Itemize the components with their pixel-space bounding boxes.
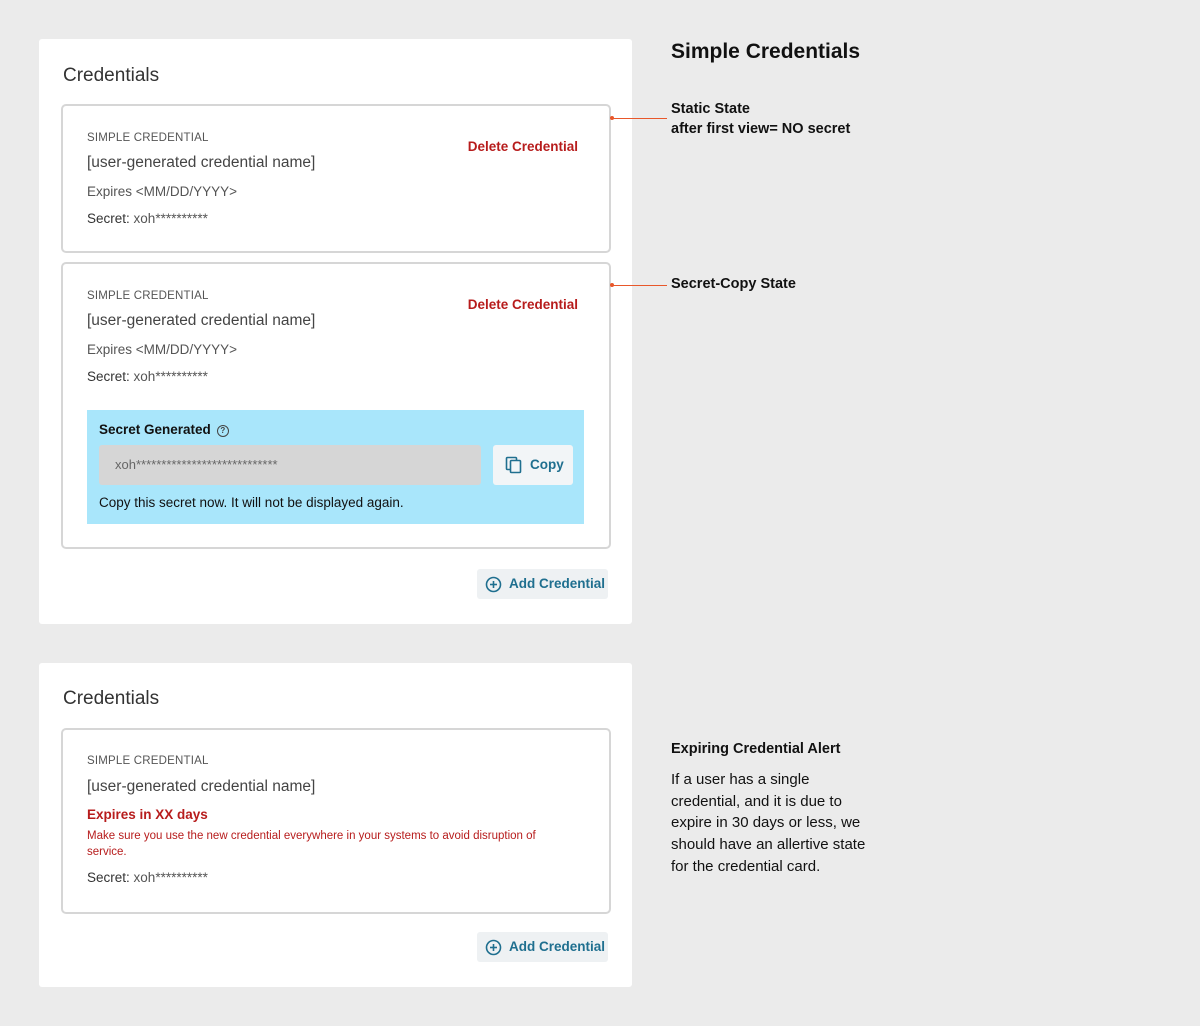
- credential-secret: [87, 211, 208, 226]
- page-heading: Simple Credentials: [671, 40, 861, 63]
- add-credential-label: Add Credential: [509, 939, 606, 954]
- credential-type: SIMPLE CREDENTIAL: [87, 290, 209, 302]
- annotation-line: [612, 285, 667, 286]
- credential-expiry: Expires <MM/DD/YYYY>: [87, 342, 238, 357]
- credential-expiry: Expires <MM/DD/YYYY>: [87, 184, 238, 199]
- secret-generated-text: Secret Generated: [99, 422, 211, 437]
- help-circle-icon[interactable]: ?: [217, 425, 229, 437]
- secret-label: Secret:: [87, 870, 130, 885]
- annotation-static-sub: after first view= NO secret: [671, 121, 851, 137]
- annotation-expiring-title: Expiring Credential Alert: [671, 741, 841, 757]
- copy-secret-button[interactable]: [493, 445, 573, 485]
- secret-label: Secret:: [87, 211, 130, 226]
- secret-generated-label: [99, 422, 229, 437]
- panel-title: Credentials: [63, 688, 160, 709]
- credential-type: SIMPLE CREDENTIAL: [87, 755, 209, 767]
- plus-circle-icon: [485, 939, 502, 959]
- secret-value: xoh**********: [133, 870, 208, 885]
- panel-title: Credentials: [63, 65, 160, 86]
- add-credential-label: Add Credential: [509, 576, 606, 591]
- delete-credential-button[interactable]: Delete Credential: [467, 139, 578, 154]
- credentials-panel-expiring: [39, 663, 632, 987]
- plus-circle-icon: [485, 576, 502, 596]
- annotation-static-title: Static State: [671, 101, 750, 117]
- expiry-alert-text: Make sure you use the new credential everywhere in your systems to avoid disruption of service.: [87, 830, 536, 858]
- credential-type: SIMPLE CREDENTIAL: [87, 132, 209, 144]
- delete-credential-button[interactable]: Delete Credential: [467, 297, 578, 312]
- annotation-secret-copy: Secret-Copy State: [671, 276, 796, 292]
- annotation-line: [612, 118, 667, 119]
- secret-value: xoh**********: [133, 369, 208, 384]
- secret-copy-note: Copy this secret now. It will not be displayed again.: [99, 495, 404, 510]
- secret-generated-box: [87, 410, 584, 524]
- copy-icon: [505, 456, 523, 477]
- credential-secret: [87, 870, 208, 885]
- credential-card-static: [61, 104, 611, 253]
- add-credential-button[interactable]: [477, 932, 608, 962]
- generated-secret-field[interactable]: xoh****************************: [99, 445, 481, 485]
- add-credential-button[interactable]: [477, 569, 608, 599]
- credential-name: [user-generated credential name]: [87, 312, 316, 329]
- credential-card-secret-copy: [61, 262, 611, 549]
- credential-name: [user-generated credential name]: [87, 154, 316, 171]
- credential-name: [user-generated credential name]: [87, 778, 316, 795]
- credentials-panel-static: [39, 39, 632, 624]
- credential-secret: [87, 369, 208, 384]
- credential-card-expiring: [61, 728, 611, 914]
- annotation-static-state: [671, 99, 850, 139]
- copy-label: Copy: [530, 457, 564, 472]
- annotation-expiring-description: If a user has a single credential, and it is due to expire in 30 days or less, we should have an allertive state for the credential card.: [671, 771, 866, 875]
- secret-value: xoh**********: [133, 211, 208, 226]
- expiry-alert-title: Expires in XX days: [87, 807, 208, 822]
- secret-label: Secret:: [87, 369, 130, 384]
